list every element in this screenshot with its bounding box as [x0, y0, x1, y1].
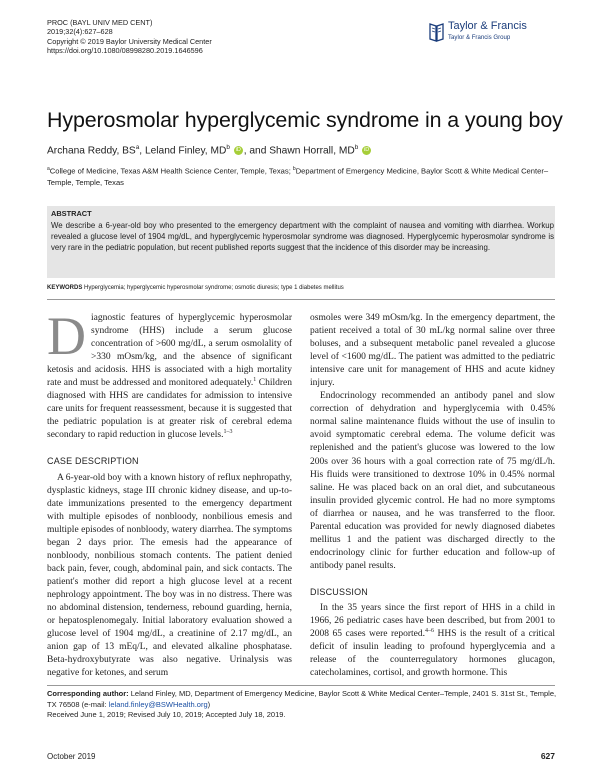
discussion-text: In the 35 years since the first report of HHS in a child in 1966, 26 pediatric cases have been described, but from 2001 to 2008 65 cases were reported. — [310, 602, 555, 640]
section-heading-discussion: DISCUSSION — [310, 586, 369, 597]
issue-date: October 2019 — [47, 752, 96, 761]
publisher-name: Taylor & Francis — [448, 20, 527, 32]
received-dates: Received June 1, 2019; Revised July 10, 2019; Accepted July 18, 2019. — [47, 710, 286, 719]
publisher-logo — [428, 20, 553, 50]
author-name: Leland Finley, MD — [144, 145, 227, 157]
affil-mark: a — [135, 144, 140, 151]
intro-paragraph — [47, 306, 292, 442]
affil-mark: b — [292, 166, 296, 172]
journal-copyright: Copyright © 2019 Baylor University Medical Center — [47, 36, 212, 46]
journal-name: PROC (BAYL UNIV MED CENT) — [47, 18, 153, 27]
dropcap: D — [47, 306, 86, 366]
left-column — [47, 306, 292, 680]
discussion-paragraph — [310, 602, 555, 680]
email-link[interactable]: leland.finley@BSWHealth.org — [108, 699, 208, 709]
author-name: Archana Reddy, BS — [47, 145, 136, 157]
author-separator: , and — [243, 145, 270, 157]
affiliation-b: Department of Emergency Medicine, Baylor Scott & White Medical Center–Temple, Temple, Texas — [47, 166, 549, 188]
journal-meta — [47, 18, 212, 56]
citation-ref[interactable]: 1–3 — [223, 429, 233, 436]
page-number: 627 — [540, 751, 555, 761]
footnote-divider — [47, 685, 555, 686]
right-column — [310, 312, 555, 680]
case-paragraph: A 6-year-old boy with a known history of reflux nephropathy, dysplastic kidneys, stage III chronic kidney disease, and up-to-date immunizations presented to the emergency department with multiple episodes of nonbloody, nonbilious emesis and multiple episodes of nonbloody, watery diarrhea. The symptoms began 2 days prior. The emesis had the appearance of nonbloody, nonbilious stomach contents. The patient denied back pain, fever, cough, abdominal pain, and sick contacts. The patient's mother did report a high glucose level at a recent nephrology appointment. The boy was in no distress. There was no abdominal distension, tenderness, rebound guarding, hernia, or hepatosplenomegaly. Initial laboratory evaluation showed a glucose level of 1904 mg/dL, a creatinine of 2.17 mg/dL, an anion gap of 13 mEq/L, and elevated alkaline phosphatase. Beta-hydroxybutyrate was also negative. Urinalysis was negative for ketones, and serum — [47, 472, 292, 679]
abstract-heading: ABSTRACT — [51, 209, 92, 218]
affil-mark: b — [354, 144, 359, 151]
intro-text-2: Children diagnosed with HHS are candidates for admission to intensive care units for frequent reassessment, because it is suggested that the pediatric population is at greater risk of cerebral edema secondary to rapid reduction in glucose levels. — [47, 378, 292, 441]
keywords-label: KEYWORDS — [47, 285, 83, 291]
endocrinology-paragraph: Endocrinology recommended an antibody panel and slow correction of dehydration and hyperglycemia with 0.45% normal saline maintenance fluids without the use of insulin to avoid symptomatic cerebral edema. The volume deficit was replenished and the patient's glucose was lowered to the low 200s over 36 hours with a goal correction rate of 75 mg/dL/h. His fluids were transitioned to dextrose 10% in 0.45% normal saline. He was placed back on an oral diet, and subcutaneous insulin provided glycemic control. He had no more symptoms of diarrhea or nausea, and he was transferred to the floor. Parental education was provided for newly diagnosed diabetes mellitus 1 and the patient was discharged directly to the endocrinology clinic for further education and follow-up of antibody panel results. — [310, 391, 555, 571]
affil-mark: b — [226, 144, 230, 151]
footnote-label: Corresponding author: — [47, 689, 129, 698]
citation-ref[interactable]: 1 — [253, 377, 257, 384]
article-title: Hyperosmolar hyperglycemic syndrome in a young boy — [47, 108, 563, 132]
author-list — [47, 144, 372, 156]
case-paragraph-cont: osmoles were 349 mOsm/kg. In the emergency department, the patient received a total of 30 mL/kg normal saline over three boluses, and a subsequent metabolic panel revealed a glucose level of <1600 mg/dL. The patient was admitted to the pediatric intensive care unit for management of HHS and acute kidney injury. — [310, 313, 555, 389]
discussion-text-2: HHS is the result of a critical deficit of insulin leading to profound hyperglycemia and a release of the counterregulatory hormones glucagon, catecholamines, cortisol, and growth hormone. This — [310, 629, 555, 679]
journal-volume: 2019;32(4):627–628 — [47, 27, 113, 37]
corresponding-author-note — [47, 689, 557, 721]
orcid-icon[interactable]: iD — [235, 147, 241, 154]
citation-ref[interactable]: 4–6 — [425, 627, 434, 634]
publisher-book-icon — [428, 21, 445, 43]
affiliation-a: College of Medicine, Texas A&M Health Science Center, Temple, Texas; — [49, 166, 293, 176]
keywords-text: Hyperglycemia; hyperglycemic hyperosmolar syndrome; osmotic diuresis; type 1 diabetes mellitus — [84, 285, 344, 291]
affiliations — [47, 164, 557, 189]
author-separator: , — [139, 145, 145, 157]
publisher-group: Taylor & Francis Group — [448, 34, 511, 41]
doi-link[interactable]: https://doi.org/10.1080/08998280.2019.1646596 — [47, 46, 203, 56]
intro-text: iagnostic features of hyperglycemic hyperosmolar syndrome (HHS) include a serum glucose concentration of >600 mg/dL, a serum osmolality of >330 mOsm/kg, and the absence of significant ketosis and acidosis. HHS is associated with a high mortality rate and must be addressed and monitored adequately. — [47, 313, 292, 389]
section-heading-case: CASE DESCRIPTION — [47, 456, 139, 467]
affil-mark: a — [47, 166, 50, 172]
abstract-text: We describe a 6-year-old boy who presented to the emergency department with the complaint of nausea and vomiting with diarrhea. Workup revealed a glucose level of 1904 mg/dL, and hyperglycemic hyperosmolar syndrome was diagnosed. Hyperglycemic hyperosmolar syndrome is very rare in the pediatric population, but recent published reports suggest that the incidence of this disorder may be increasing. — [51, 221, 554, 253]
author-name: Shawn Horrall, MD — [269, 145, 355, 157]
divider — [47, 299, 555, 300]
keywords — [47, 285, 344, 291]
footnote-close: ) — [207, 699, 211, 709]
footnote-text: Leland Finley, MD, Department of Emergency Medicine, Baylor Scott & White Medical Center–Temple, 2401 S. 31st St., Temple, TX 76508 (e-mail: — [47, 689, 557, 709]
orcid-icon[interactable]: iD — [364, 147, 370, 154]
